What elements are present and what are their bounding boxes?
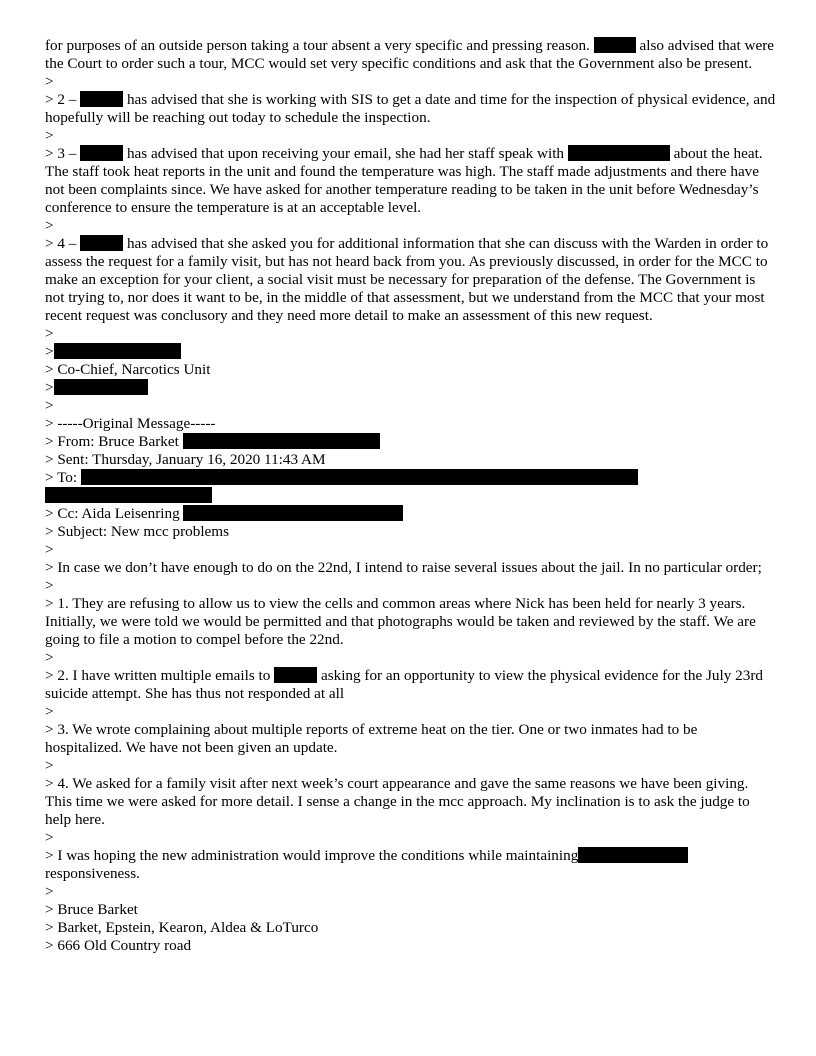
footer-name: > Bruce Barket bbox=[45, 901, 138, 918]
signature-name-line bbox=[45, 343, 777, 361]
redaction-block bbox=[594, 37, 636, 53]
body-item-1: > 1. They are refusing to allow us to view the cells and common areas where Nick has been held for nearly 3 years. Initially, we were told we would be permitted and that photographs would be taken and reviewed by the staff. We are going to file a motion to compel before the 22nd. bbox=[45, 595, 760, 648]
footer-firm: > Barket, Epstein, Kearon, Aldea & LoTurco bbox=[45, 919, 319, 936]
text: also advised that were the Court to order such a tour, MCC would set very specific conditions and ask that the Government also be present. bbox=[45, 37, 778, 72]
redaction-block bbox=[80, 145, 123, 161]
header-from bbox=[45, 433, 777, 451]
quote-marker: > bbox=[45, 541, 54, 558]
text: > 2 – bbox=[45, 91, 81, 108]
quote-marker: > bbox=[45, 757, 54, 774]
paragraph-tour-conditions bbox=[45, 37, 777, 73]
paragraph-item-4 bbox=[45, 235, 777, 325]
header-sent: > Sent: Thursday, January 16, 2020 11:43 AM bbox=[45, 451, 326, 468]
header-to-continuation bbox=[45, 487, 777, 505]
body-closing bbox=[45, 847, 777, 883]
header-to bbox=[45, 469, 777, 487]
header-subject: > Subject: New mcc problems bbox=[45, 523, 230, 540]
redaction-block bbox=[54, 379, 148, 395]
text: has advised that she asked you for additional information that she can discuss with the Warden in order to assess the request for a family visit, but has not heard back from you. As previously discussed, in order for the MCC to make an exception for your client, a social visit must be necessary for preparation of the defense. The Government is not trying to, nor does it want to be, in the middle of that assessment, but we understand from the MCC that your most recent request was conclusory and they need more detail to make an assessment of this new request. bbox=[45, 235, 773, 324]
quote-marker: > bbox=[45, 829, 54, 846]
text: for purposes of an outside person taking a tour absent a very specific and pressing reason. bbox=[45, 37, 594, 54]
quote-marker: > bbox=[45, 127, 54, 144]
quote-marker: > bbox=[45, 217, 54, 234]
redaction-block bbox=[54, 343, 181, 359]
footer-address: > 666 Old Country road bbox=[45, 937, 192, 954]
redaction-block bbox=[568, 145, 670, 161]
body-item-4: > 4. We asked for a family visit after next week’s court appearance and gave the same reasons we have been giving. This time we were asked for more detail. I sense a change in the mcc approach. My inclination is to ask the judge to help here. bbox=[45, 775, 754, 828]
text: about the heat. The staff took heat reports in the unit and found the temperature was high. The staff made adjustments and there have not been complaints since. We have asked for another temperature reading to be taken in the unit before Wednesday’s conference to ensure the temperature is at an acceptable level. bbox=[45, 145, 767, 216]
text: > 3 – bbox=[45, 145, 81, 162]
redaction-block bbox=[274, 667, 317, 683]
paragraph-item-2 bbox=[45, 91, 780, 127]
body-item-3: > 3. We wrote complaining about multiple reports of extreme heat on the tier. One or two inmates had to be hospitalized. We have not been given an update. bbox=[45, 721, 702, 756]
text: > I was hoping the new administration would improve the conditions while maintaining bbox=[45, 847, 579, 864]
text: has advised that upon receiving your email, she had her staff speak with bbox=[123, 145, 568, 162]
quote-marker: > bbox=[45, 73, 54, 90]
redaction-block bbox=[80, 91, 123, 107]
text: > To: bbox=[45, 469, 81, 486]
paragraph-item-3 bbox=[45, 145, 777, 217]
redaction-block bbox=[81, 469, 638, 485]
text: > bbox=[45, 343, 54, 360]
redaction-block bbox=[80, 235, 123, 251]
signature-contact-line bbox=[45, 379, 777, 397]
text: > From: Bruce Barket bbox=[45, 433, 183, 450]
body-intro: > In case we don’t have enough to do on the 22nd, I intend to raise several issues about the jail. In no particular order; bbox=[45, 559, 762, 576]
text: has advised that she is working with SIS to get a date and time for the inspection of physical evidence, and hopefully will be reaching out today to schedule the inspection. bbox=[45, 91, 780, 126]
text: > 2. I have written multiple emails to bbox=[45, 667, 275, 684]
original-message-divider: > -----Original Message----- bbox=[45, 415, 216, 432]
redaction-block bbox=[183, 505, 403, 521]
text: > Cc: Aida Leisenring bbox=[45, 505, 184, 522]
header-cc bbox=[45, 505, 777, 523]
quote-marker: > bbox=[45, 397, 54, 414]
redaction-block bbox=[183, 433, 380, 449]
text: asking for an opportunity to view the physical evidence for the July 23rd suicide attempt. She has thus not responded at all bbox=[45, 667, 767, 702]
text: > 4 – bbox=[45, 235, 81, 252]
quote-marker: > bbox=[45, 883, 54, 900]
text: responsiveness. bbox=[45, 847, 693, 882]
quote-marker: > bbox=[45, 325, 54, 342]
email-document bbox=[45, 37, 780, 955]
quote-marker: > bbox=[45, 577, 54, 594]
redaction-block bbox=[45, 487, 212, 503]
redaction-block bbox=[578, 847, 688, 863]
text: > bbox=[45, 379, 54, 396]
signature-title: > Co-Chief, Narcotics Unit bbox=[45, 361, 211, 378]
quote-marker: > bbox=[45, 703, 54, 720]
body-item-2 bbox=[45, 667, 777, 703]
quote-marker: > bbox=[45, 649, 54, 666]
